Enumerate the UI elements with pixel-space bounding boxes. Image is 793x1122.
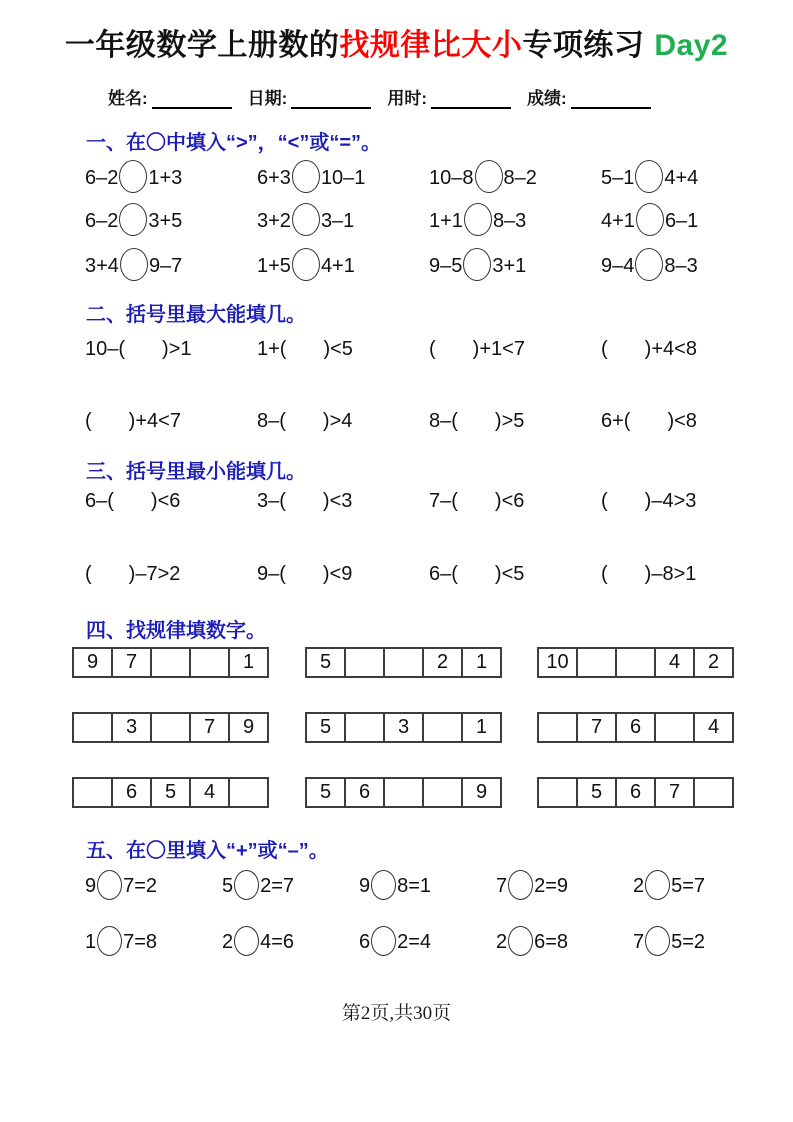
section-3-heading: 三、括号里最小能填几。 — [86, 461, 306, 483]
table-cell: 9 — [228, 712, 269, 743]
expr-right: 10–1 — [320, 166, 366, 189]
expr-left: 9–4 — [601, 254, 635, 277]
min-fill-item — [429, 490, 601, 513]
table-cell: 5 — [576, 777, 617, 808]
page-number: 第2页,共30页 — [341, 1003, 452, 1024]
operator-item — [496, 870, 633, 903]
expr-before: 8–( — [257, 410, 286, 432]
max-fill-item — [601, 338, 725, 361]
title-part-green: Day2 — [654, 29, 729, 62]
answer-circle — [119, 203, 147, 236]
expr-right: 4+1 — [320, 254, 355, 277]
table-cell: 6 — [615, 777, 656, 808]
expr-before: ( — [85, 410, 92, 432]
expr-left: 5–1 — [601, 166, 635, 189]
compare-item — [429, 248, 601, 285]
table-cell — [72, 712, 113, 743]
date-label: 日期: — [247, 89, 288, 108]
max-fill-item — [429, 338, 601, 361]
section-3-row-2 — [85, 563, 725, 586]
max-fill-item — [257, 410, 429, 433]
section-1-row-1 — [85, 160, 725, 197]
max-fill-item — [85, 338, 257, 361]
expr-right: 7=2 — [123, 874, 158, 897]
expr-left: 9 — [85, 874, 97, 897]
title-part-black2: 专项练习 — [522, 29, 645, 62]
pattern-table — [72, 777, 269, 808]
table-cell: 7 — [111, 647, 152, 678]
expr-right: 2=7 — [260, 874, 295, 897]
expr-right: 7=8 — [123, 930, 158, 953]
table-cell — [189, 647, 230, 678]
table-cell — [344, 647, 385, 678]
expr-left: 1 — [85, 930, 97, 953]
table-cell: 7 — [189, 712, 230, 743]
table-cell: 3 — [111, 712, 152, 743]
expr-after: )<8 — [667, 410, 697, 432]
operator-item — [633, 870, 725, 903]
answer-circle — [234, 870, 259, 900]
expr-left: 2 — [633, 874, 645, 897]
max-fill-item — [601, 410, 725, 433]
expr-after: )>4 — [322, 410, 353, 432]
expr-right: 3+1 — [492, 254, 527, 277]
operator-item — [222, 926, 359, 959]
max-fill-item — [85, 410, 257, 433]
min-fill-item — [85, 490, 257, 513]
expr-before: 6–( — [85, 490, 114, 512]
max-fill-item — [257, 338, 429, 361]
section-2-row-2 — [85, 410, 725, 433]
expr-after: )<5 — [494, 563, 525, 585]
title-part-black1: 一年级数学上册数的 — [64, 29, 340, 62]
table-cell: 1 — [461, 712, 502, 743]
expr-before: 6+( — [601, 410, 631, 432]
section-5-row-1 — [85, 870, 725, 903]
section-1-row-3 — [85, 248, 725, 285]
compare-item — [257, 160, 429, 197]
answer-circle — [464, 203, 492, 236]
table-cell — [150, 712, 191, 743]
table-cell — [383, 777, 424, 808]
expr-before: 6–( — [429, 563, 458, 585]
expr-left: 10–8 — [429, 166, 474, 189]
pattern-table — [305, 712, 502, 743]
answer-circle — [508, 870, 533, 900]
table-cell: 5 — [305, 647, 346, 678]
name-blank-line — [152, 90, 232, 109]
expr-right: 8–2 — [503, 166, 537, 189]
answer-circle — [120, 248, 148, 281]
name-field — [108, 84, 232, 109]
table-cell: 4 — [693, 712, 734, 743]
table-cell: 1 — [228, 647, 269, 678]
expr-right: 5=2 — [671, 930, 706, 953]
expr-after: )<9 — [322, 563, 353, 585]
expr-left: 1+1 — [429, 209, 463, 232]
answer-circle — [645, 870, 670, 900]
answer-circle — [119, 160, 147, 193]
answer-circle — [463, 248, 491, 281]
section-5-heading: 五、在〇里填入“+”或“–”。 — [86, 840, 329, 862]
expr-right: 9–7 — [148, 254, 183, 277]
answer-circle — [645, 926, 670, 956]
expr-before: 3–( — [257, 490, 286, 512]
expr-before: 7–( — [429, 490, 458, 512]
pattern-table — [537, 712, 734, 743]
compare-item — [85, 248, 257, 285]
table-cell — [654, 712, 695, 743]
page-title — [0, 20, 793, 64]
table-cell — [537, 777, 578, 808]
time-label: 用时: — [387, 89, 428, 108]
compare-item — [257, 203, 429, 240]
compare-item — [257, 248, 429, 285]
expr-right: 3+5 — [148, 209, 183, 232]
expr-right: 2=4 — [397, 930, 432, 953]
expr-right: 4=6 — [260, 930, 295, 953]
table-cell — [344, 712, 385, 743]
expr-left: 2 — [222, 930, 234, 953]
operator-item — [359, 926, 496, 959]
table-cell: 6 — [111, 777, 152, 808]
expr-before: ( — [601, 563, 608, 585]
answer-circle — [292, 203, 320, 236]
expr-before: ( — [429, 338, 436, 360]
table-cell — [72, 777, 113, 808]
date-field — [248, 84, 372, 109]
pattern-table — [305, 777, 502, 808]
answer-circle — [635, 160, 663, 193]
pattern-table — [305, 647, 502, 678]
expr-right: 5=7 — [671, 874, 706, 897]
expr-left: 3+4 — [85, 254, 119, 277]
section-2-heading: 二、括号里最大能填几。 — [86, 304, 306, 326]
expr-after: )–4>3 — [644, 490, 697, 512]
operator-item — [633, 926, 725, 959]
pattern-table — [72, 712, 269, 743]
answer-circle — [371, 926, 396, 956]
compare-item — [601, 203, 725, 240]
expr-left: 3+2 — [257, 209, 291, 232]
expr-before: ( — [601, 338, 608, 360]
expr-before: 10–( — [85, 338, 126, 360]
expr-right: 8–3 — [664, 254, 698, 277]
table-cell — [615, 647, 656, 678]
table-cell — [422, 712, 463, 743]
date-blank-line — [291, 90, 371, 109]
table-cell: 7 — [576, 712, 617, 743]
table-cell: 3 — [383, 712, 424, 743]
answer-circle — [475, 160, 503, 193]
table-cell: 1 — [461, 647, 502, 678]
expr-before: 8–( — [429, 410, 458, 432]
table-cell: 9 — [72, 647, 113, 678]
table-cell: 2 — [693, 647, 734, 678]
table-cell: 7 — [654, 777, 695, 808]
expr-right: 8=1 — [397, 874, 432, 897]
min-fill-item — [257, 490, 429, 513]
section-4-heading: 四、找规律填数字。 — [86, 620, 266, 642]
answer-circle — [234, 926, 259, 956]
table-cell — [422, 777, 463, 808]
time-field — [387, 84, 511, 109]
table-cell: 10 — [537, 647, 578, 678]
expr-after: )+4<7 — [128, 410, 181, 432]
answer-circle — [371, 870, 396, 900]
pattern-table — [537, 777, 734, 808]
expr-left: 7 — [496, 874, 508, 897]
pattern-table — [537, 647, 734, 678]
expr-left: 6+3 — [257, 166, 291, 189]
section-1-heading: 一、在〇中填入“>”，“<”或“=”。 — [86, 132, 382, 154]
expr-after: )<5 — [323, 338, 353, 360]
expr-before: 1+( — [257, 338, 287, 360]
expr-right: 6=8 — [534, 930, 569, 953]
expr-after: )<6 — [494, 490, 525, 512]
compare-item — [85, 203, 257, 240]
expr-left: 7 — [633, 930, 645, 953]
expr-left: 9 — [359, 874, 371, 897]
score-blank-line — [571, 90, 651, 109]
expr-before: ( — [85, 563, 92, 585]
table-cell: 5 — [305, 777, 346, 808]
expr-left: 6–2 — [85, 166, 119, 189]
expr-left: 1+5 — [257, 254, 291, 277]
expr-after: )<6 — [150, 490, 181, 512]
name-label: 姓名: — [108, 89, 148, 108]
max-fill-item — [429, 410, 601, 433]
table-cell: 5 — [305, 712, 346, 743]
table-cell: 4 — [189, 777, 230, 808]
table-cell — [383, 647, 424, 678]
score-label: 成绩: — [527, 89, 567, 108]
expr-after: )–8>1 — [644, 563, 697, 585]
table-cell: 5 — [150, 777, 191, 808]
table-cell: 6 — [344, 777, 385, 808]
title-part-red: 找规律比大小 — [339, 29, 523, 62]
student-info-row — [108, 84, 651, 109]
section-3-row-1 — [85, 490, 725, 513]
answer-circle — [635, 248, 663, 281]
min-fill-item — [85, 563, 257, 586]
compare-item — [85, 160, 257, 197]
operator-item — [85, 926, 222, 959]
min-fill-item — [601, 563, 725, 586]
table-cell: 4 — [654, 647, 695, 678]
answer-circle — [97, 926, 122, 956]
expr-before: 9–( — [257, 563, 286, 585]
expr-after: )>1 — [162, 338, 192, 360]
table-cell — [576, 647, 617, 678]
expr-right: 6–1 — [664, 209, 699, 232]
expr-left: 6–2 — [85, 209, 119, 232]
answer-circle — [292, 248, 320, 281]
table-cell — [150, 647, 191, 678]
expr-right: 3–1 — [320, 209, 355, 232]
expr-before: ( — [601, 490, 608, 512]
table-cell: 9 — [461, 777, 502, 808]
compare-item — [601, 248, 725, 285]
expr-right: 4+4 — [664, 166, 699, 189]
expr-left: 5 — [222, 874, 234, 897]
expr-after: )+1<7 — [472, 338, 525, 360]
compare-item — [601, 160, 725, 197]
answer-circle — [636, 203, 664, 236]
expr-right: 1+3 — [148, 166, 183, 189]
expr-left: 2 — [496, 930, 508, 953]
table-cell: 6 — [615, 712, 656, 743]
operator-item — [496, 926, 633, 959]
min-fill-item — [601, 490, 725, 513]
expr-right: 8–3 — [492, 209, 527, 232]
table-cell — [693, 777, 734, 808]
operator-item — [85, 870, 222, 903]
score-field — [527, 84, 651, 109]
answer-circle — [292, 160, 320, 193]
table-cell: 2 — [422, 647, 463, 678]
table-cell — [537, 712, 578, 743]
expr-after: )>5 — [494, 410, 525, 432]
section-5-row-2 — [85, 926, 725, 959]
min-fill-item — [257, 563, 429, 586]
section-1-row-2 — [85, 203, 725, 240]
expr-left: 4+1 — [601, 209, 635, 232]
time-blank-line — [431, 90, 511, 109]
table-cell — [228, 777, 269, 808]
section-2-row-1 — [85, 338, 725, 361]
answer-circle — [508, 926, 533, 956]
compare-item — [429, 203, 601, 240]
pattern-table — [72, 647, 269, 678]
compare-item — [429, 160, 601, 197]
expr-after: )+4<8 — [644, 338, 697, 360]
expr-after: )–7>2 — [128, 563, 181, 585]
expr-after: )<3 — [322, 490, 353, 512]
answer-circle — [97, 870, 122, 900]
expr-left: 9–5 — [429, 254, 463, 277]
operator-item — [222, 870, 359, 903]
expr-left: 6 — [359, 930, 371, 953]
min-fill-item — [429, 563, 601, 586]
operator-item — [359, 870, 496, 903]
expr-right: 2=9 — [534, 874, 569, 897]
